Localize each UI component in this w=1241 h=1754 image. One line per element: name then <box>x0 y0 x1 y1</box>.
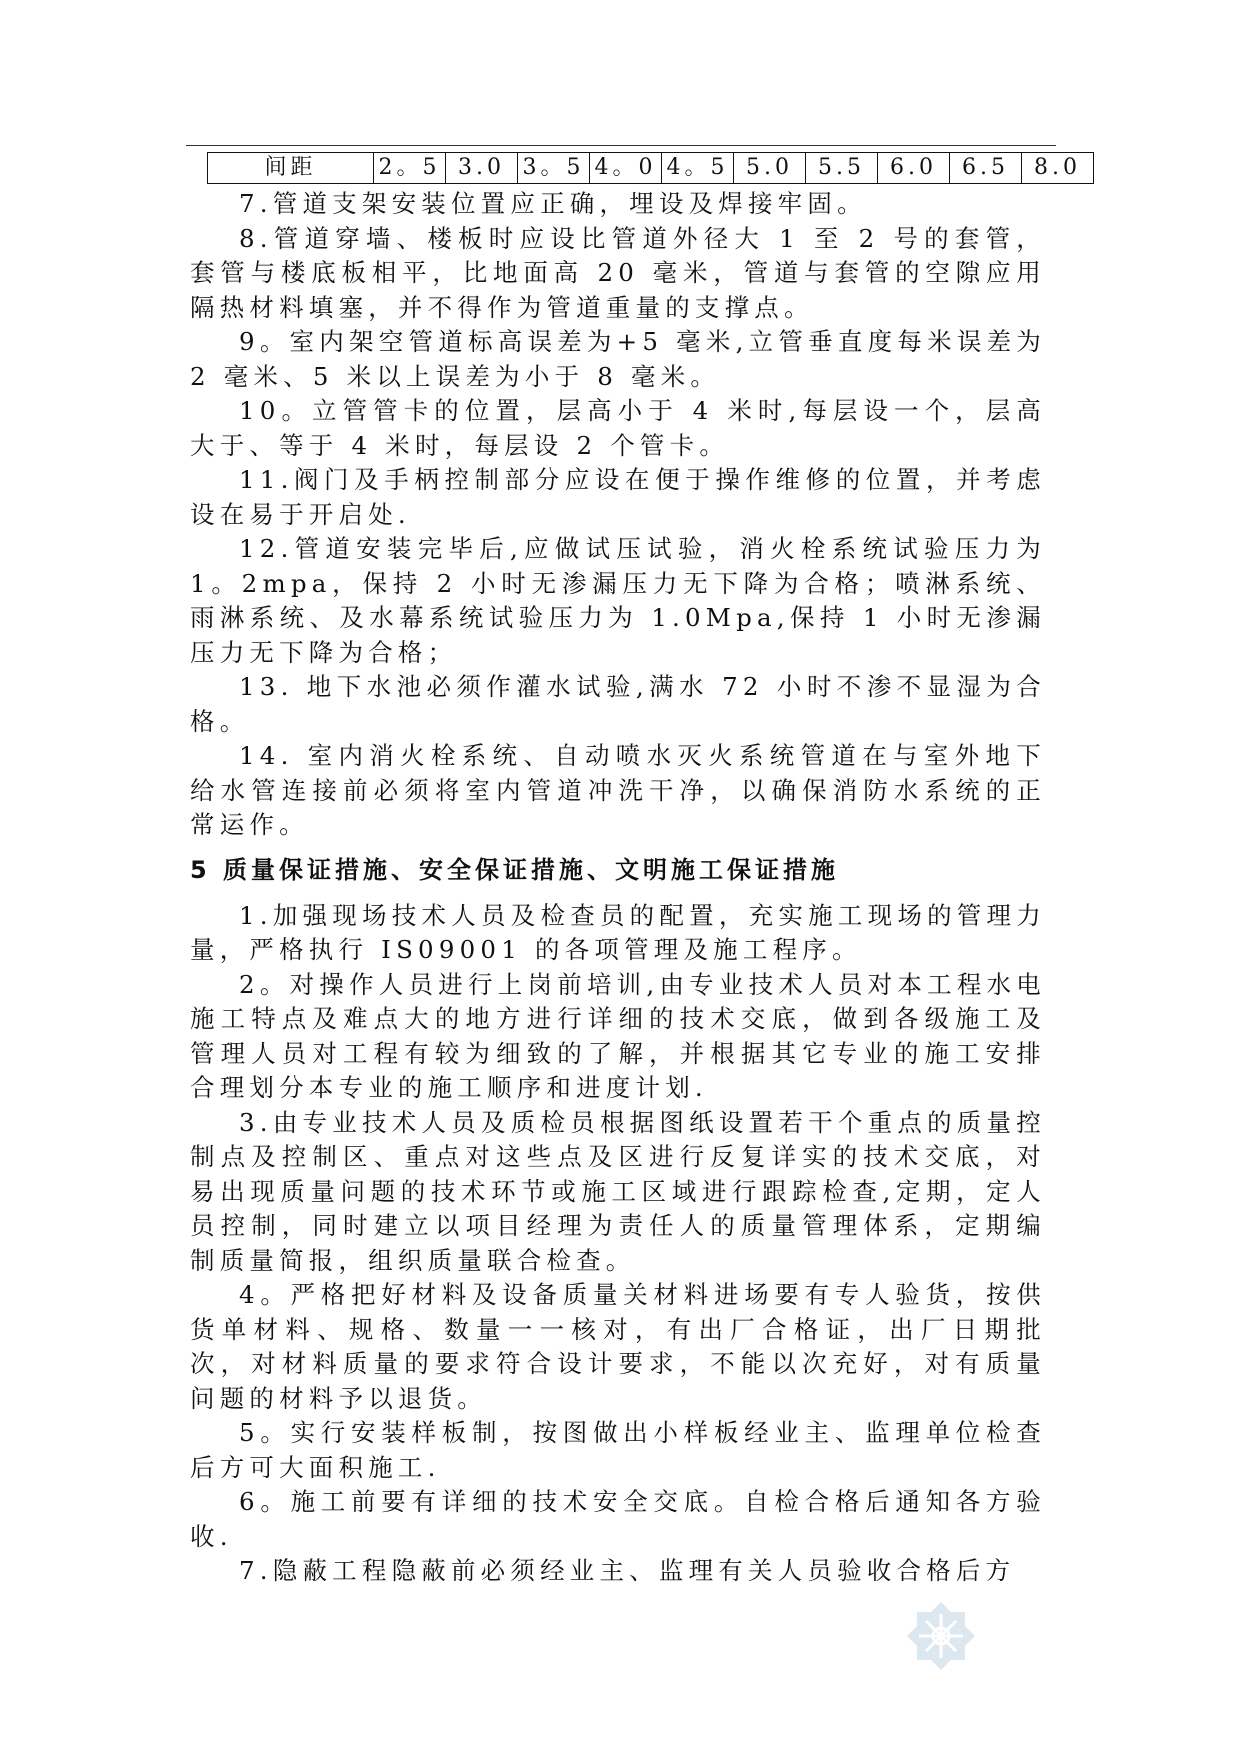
paragraph-measure-4: 4。严格把好材料及设备质量关材料进场要有专人验货，按供货单材料、规格、数量一一核对，有出厂合格证，出厂日期批次，对材料质量的要求符合设计要求，不能以次充好，对有质量问题的材料予以退货。 <box>190 1280 1046 1413</box>
table-header-cell: 间距 <box>208 153 374 184</box>
paragraph-item-7: 7.管道支架安装位置应正确，埋设及焊接牢固。 <box>239 189 867 218</box>
table-cell: 6.5 <box>950 153 1022 184</box>
paragraph-item-12: 12.管道安装完毕后,应做试压试验，消火栓系统试验压力为 1。2mpa，保持 2 小时无渗漏压力无下降为合格；喷淋系统、雨淋系统、及水幕系统试验压力为 1.0Mpa,保持 1 小时无渗漏压力无下降为合格； <box>190 534 1046 667</box>
table-cell: 5.0 <box>734 153 806 184</box>
table-cell: 3。5 <box>518 153 590 184</box>
paragraph-measure-3: 3.由专业技术人员及质检员根据图纸设置若干个重点的质量控制点及控制区、重点对这些点及区进行反复详实的技术交底，对易出现质量问题的技术环节或施工区域进行跟踪检查,定期，定人员控制，同时建立以项目经理为责任人的质量管理体系，定期编制质量简报，组织质量联合检查。 <box>190 1107 1046 1275</box>
paragraph-item-9: 9。室内架空管道标高误差为+5 毫米,立管垂直度每米误差为 2 毫米、5 米以上误差为小于 8 毫米。 <box>190 327 1046 391</box>
paragraph-item-11: 11.阀门及手柄控制部分应设在便于操作维修的位置，并考虑设在易于开启处. <box>190 465 1046 529</box>
table-cell: 4。5 <box>662 153 734 184</box>
header-rule <box>186 145 1056 146</box>
section-heading: 5 质量保证措施、安全保证措施、文明施工保证措施 <box>190 855 840 884</box>
paragraph-measure-2: 2。对操作人员进行上岗前培训,由专业技术人员对本工程水电施工特点及难点大的地方进行详细的技术交底，做到各级施工及管理人员对工程有较为细致的了解，并根据其它专业的施工安排合理划分本专业的施工顺序和进度计划. <box>190 969 1046 1102</box>
spacing-table <box>207 152 1094 184</box>
paragraph-measure-7: 7.隐蔽工程隐蔽前必须经业主、监理有关人员验收合格后方 <box>239 1556 1016 1585</box>
table-cell: 6.0 <box>878 153 950 184</box>
paragraph-item-10: 10。立管管卡的位置，层高小于 4 米时,每层设一个，层高大于、等于 4 米时，每层设 2 个管卡。 <box>190 396 1046 460</box>
table-cell: 2。5 <box>374 153 446 184</box>
paragraph-item-13: 13. 地下水池必须作灌水试验,满水 72 小时不渗不显湿为合格。 <box>190 672 1046 736</box>
table-cell: 8.0 <box>1022 153 1094 184</box>
paragraph-item-14: 14. 室内消火栓系统、自动喷水灭火系统管道在与室外地下给水管连接前必须将室内管道冲洗干净，以确保消防水系统的正常运作。 <box>190 741 1046 839</box>
document-body <box>190 187 1046 1589</box>
paragraph-measure-1: 1.加强现场技术人员及检查员的配置，充实施工现场的管理力量，严格执行 IS09001 的各项管理及施工程序。 <box>190 900 1046 964</box>
paragraph-measure-6: 6。施工前要有详细的技术安全交底。自检合格后通知各方验收. <box>190 1487 1046 1551</box>
table-row <box>208 153 1094 184</box>
paragraph-item-8: 8.管道穿墙、楼板时应设比管道外径大 1 至 2 号的套管，套管与楼底板相平，比地面高 20 毫米，管道与套管的空隙应用隔热材料填塞，并不得作为管道重量的支撑点。 <box>190 223 1046 322</box>
snowflake-logo-icon <box>905 1600 977 1672</box>
table-cell: 5.5 <box>806 153 878 184</box>
paragraph-measure-5: 5。实行安装样板制，按图做出小样板经业主、监理单位检查后方可大面积施工. <box>190 1418 1046 1482</box>
table-cell: 4。0 <box>590 153 662 184</box>
table-cell: 3.0 <box>446 153 518 184</box>
